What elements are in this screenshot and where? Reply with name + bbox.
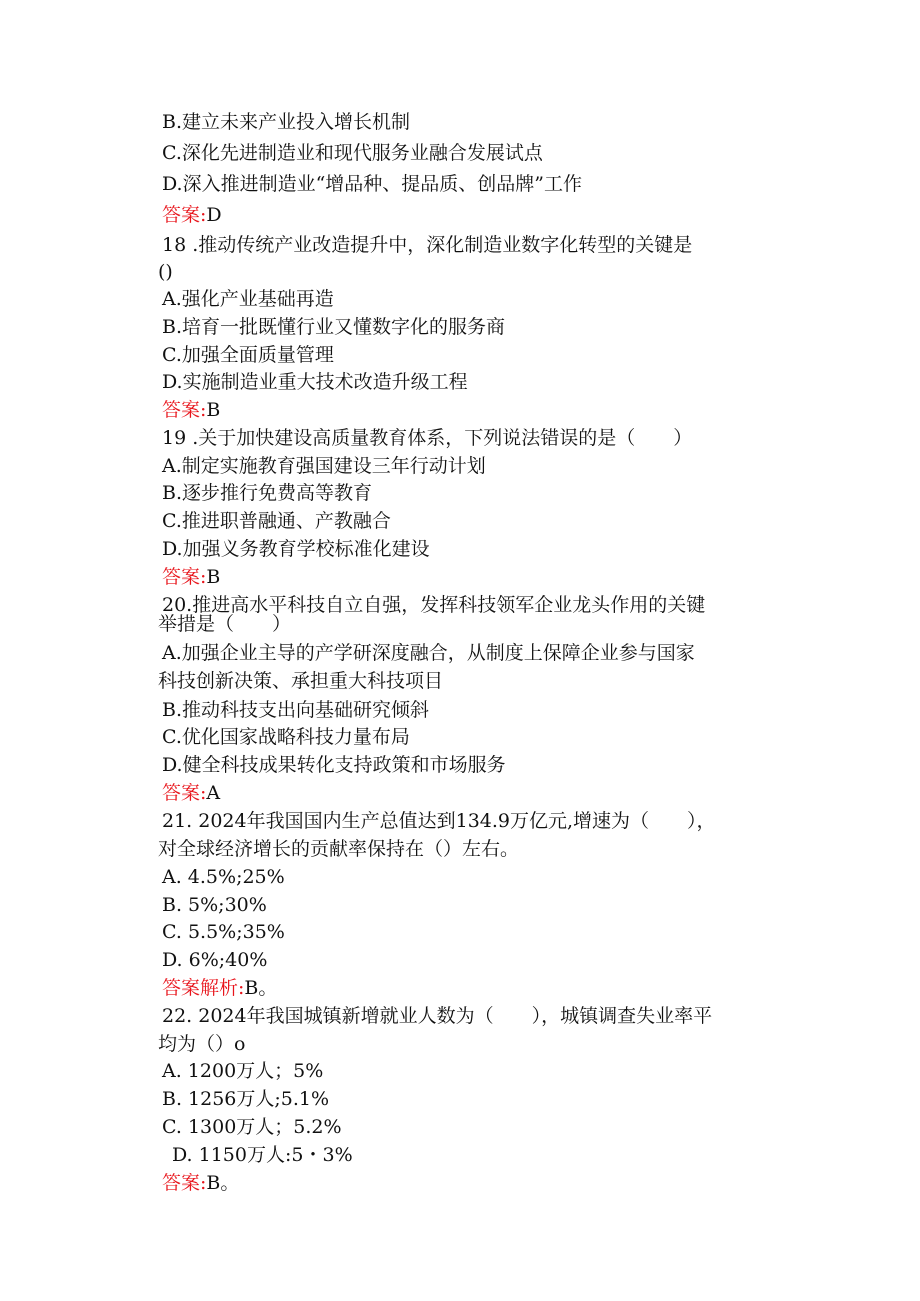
option-line: B.逐步推行免费高等教育: [162, 482, 373, 504]
answer-label: 答案:: [162, 1172, 207, 1194]
option-line: B.建立未来产业投入增长机制: [162, 111, 411, 133]
option-line: C.推进职普融通、产教融合: [162, 510, 391, 532]
option-line: D.健全科技成果转化支持政策和市场服务: [162, 754, 506, 776]
answer-line: [162, 975, 277, 1001]
answer-line: [162, 564, 220, 590]
answer-label: 答案解析:: [162, 977, 245, 999]
answer-line: [162, 780, 220, 806]
option-line-continued: 科技创新决策、承担重大科技项目: [158, 670, 444, 692]
question-stem-continued: 举措是（ ）: [158, 613, 292, 635]
option-line: A. 4.5%;25%: [162, 866, 285, 888]
option-line: A.制定实施教育强国建设三年行动计划: [162, 455, 486, 477]
option-line: A.强化产业基础再造: [162, 288, 334, 310]
option-line: D.加强义务教育学校标准化建设: [162, 538, 430, 560]
question-stem: 21. 2024年我国国内生产总值达到134.9万亿元,增速为（ ），: [162, 810, 716, 832]
question-stem-continued: (): [158, 261, 173, 283]
option-line: C.加强全面质量管理: [162, 344, 334, 366]
option-line: B.推动科技支出向基础研究倾斜: [162, 699, 430, 721]
answer-value: A: [206, 782, 221, 804]
option-line: D.实施制造业重大技术改造升级工程: [162, 371, 468, 393]
option-line: A.加强企业主导的产学研深度融合，从制度上保障企业参与国家: [162, 642, 695, 664]
option-line: D. 1150万人:5・3%: [172, 1144, 353, 1166]
answer-line: [162, 1170, 239, 1196]
answer-value: B: [206, 566, 221, 588]
question-stem-continued: 对全球经济增长的贡献率保持在（）左右。: [158, 838, 520, 860]
answer-value: B。: [244, 977, 278, 999]
question-stem-continued: 均为（）o: [158, 1033, 246, 1055]
question-stem: 20.推进高水平科技自立自强，发挥科技领军企业龙头作用的关键: [162, 594, 706, 616]
answer-line: [162, 397, 220, 423]
option-line: B.培育一批既懂行业又懂数字化的服务商: [162, 316, 506, 338]
answer-value: B: [206, 399, 221, 421]
option-line: C. 5.5%;35%: [162, 921, 285, 943]
answer-value: D: [206, 204, 222, 226]
option-line: B. 1256万人;5.1%: [162, 1088, 330, 1110]
option-line: C.深化先进制造业和现代服务业融合发展试点: [162, 142, 543, 164]
option-line: A. 1200万人；5%: [162, 1060, 324, 1082]
answer-value: B。: [206, 1172, 240, 1194]
answer-line: [162, 202, 222, 228]
option-line: D.深入推进制造业“增品种、提品质、创品牌”工作: [162, 173, 583, 195]
answer-label: 答案:: [162, 399, 207, 421]
option-line: B. 5%;30%: [162, 894, 267, 916]
question-stem: 22. 2024年我国城镇新增就业人数为（ ），城镇调查失业率平: [162, 1005, 713, 1027]
answer-label: 答案:: [162, 204, 207, 226]
option-line: C. 1300万人；5.2%: [162, 1116, 342, 1138]
question-stem: 19 .关于加快建设高质量教育体系，下列说法错误的是（ ）: [162, 427, 693, 449]
question-stem: 18 .推动传统产业改造提升中，深化制造业数字化转型的关键是: [162, 234, 693, 256]
option-line: C.优化国家战略科技力量布局: [162, 726, 410, 748]
answer-label: 答案:: [162, 782, 207, 804]
option-line: D. 6%;40%: [162, 949, 268, 971]
answer-label: 答案:: [162, 566, 207, 588]
